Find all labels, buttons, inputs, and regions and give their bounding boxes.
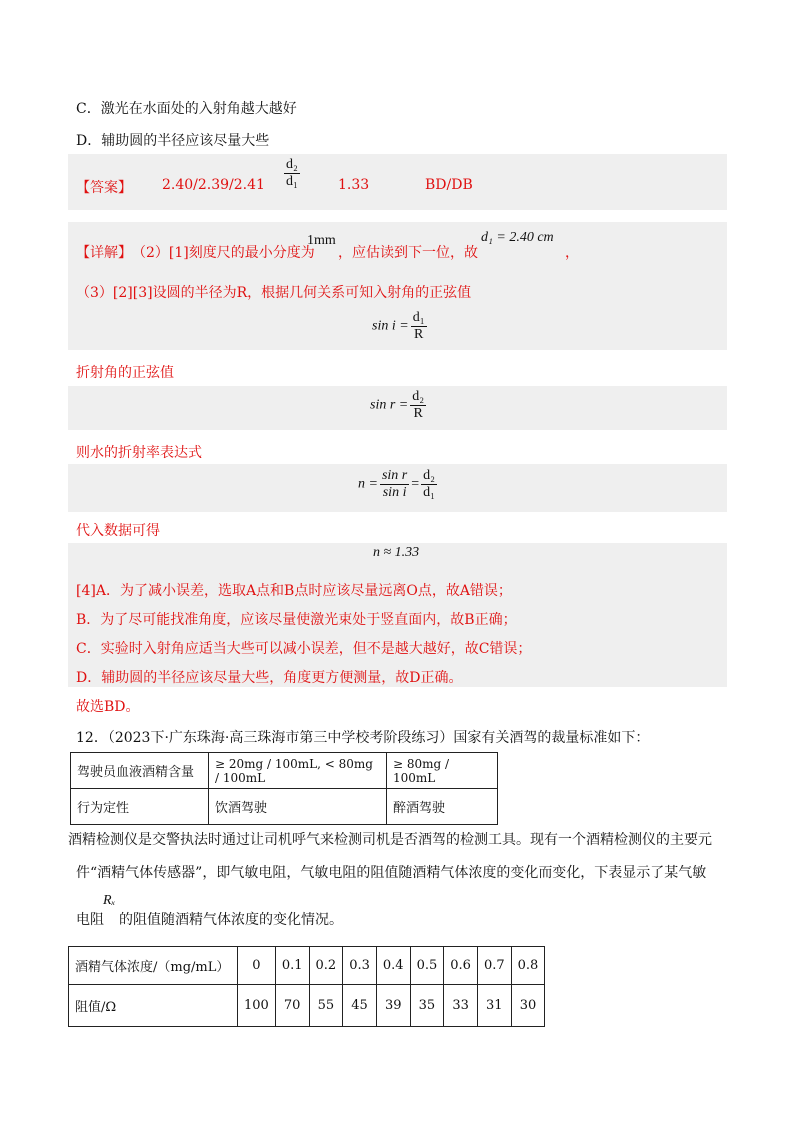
table-cell: 0 (238, 947, 276, 985)
paragraph-line-2: 件“酒精气体传感器”，即气敏电阻，气敏电阻的阻值随酒精气体浓度的变化而变化，下表显示了某气敏 (76, 865, 707, 881)
eq3-den-1: sin i (382, 485, 407, 500)
table-cell: 饮酒驾驶 (209, 789, 387, 825)
detail-line-1a: （2）[1]刻度尺的最小分度为 (132, 245, 315, 261)
option-d: D．辅助圆的半径应该尽量大些 (76, 133, 270, 149)
table-cell: 行为定性 (71, 789, 209, 825)
eq1-num: d₁ (412, 310, 425, 325)
detail-line-6: [4]A．为了减小误差，选取A点和B点时应该尽量远离O点，故A错误； (76, 583, 512, 599)
detail-line-10: 故选BD。 (76, 699, 140, 715)
table-cell: 55 (309, 985, 343, 1027)
answer-value-1: 2.40/2.39/2.41 (162, 177, 265, 193)
eq2-lhs: sin r = (370, 397, 409, 413)
answer-value-4: BD/DB (425, 177, 473, 193)
eq1-den: R (413, 327, 424, 342)
unit-1mm: 1mm (307, 233, 336, 248)
table-cell: 45 (343, 985, 377, 1027)
resistance-table (68, 946, 545, 1027)
table-cell: 醉酒驾驶 (387, 789, 498, 825)
detail-line-1e: ， (565, 245, 579, 261)
table-row (69, 985, 545, 1027)
table-cell: 驾驶员血液酒精含量 (71, 753, 209, 789)
eq1-lhs: sin i = (372, 318, 409, 334)
table-cell: 0.1 (275, 947, 309, 985)
eq3-den-2: d₁ (423, 485, 436, 500)
eq3-num-1: sin r (381, 468, 408, 483)
question-12-stem: 12．（2023下·广东珠海·高三珠海市第三中学校考阶段练习）国家有关酒驾的裁量标准如下： (76, 730, 650, 746)
table-cell: 70 (275, 985, 309, 1027)
table-cell: ≥ 20mg / 100mL, < 80mg / 100mL (209, 753, 387, 789)
answer-value-3: 1.33 (338, 177, 370, 193)
paragraph-line-3a: 电阻 (76, 912, 104, 928)
answer-fraction (282, 157, 302, 190)
table-cell: 0.3 (343, 947, 377, 985)
table-cell: 0.8 (511, 947, 545, 985)
table-cell: 酒精气体浓度/（mg/mL） (69, 947, 238, 985)
detail-line-3: 折射角的正弦值 (76, 365, 174, 381)
eq3-num-2: d₂ (423, 468, 436, 483)
drunk-driving-table (70, 752, 498, 825)
table-cell: 0.2 (309, 947, 343, 985)
detail-line-9: D．辅助圆的半径应该尽量大些，角度更方便测量，故D正确。 (76, 670, 463, 686)
equation-sin-r (370, 389, 428, 422)
table-cell: 33 (444, 985, 478, 1027)
equation-index (358, 468, 439, 501)
table-cell: ≥ 80mg / 100mL (387, 753, 498, 789)
equation-sin-i (372, 310, 429, 343)
answer-frac-den: d₁ (286, 174, 298, 189)
detail-line-2: （3）[2][3]设圆的半径为R，根据几何关系可知入射角的正弦值 (76, 285, 472, 301)
table-cell: 0.5 (410, 947, 444, 985)
detail-line-7: B．为了尽可能找准角度，应该尽量使激光束处于竖直面内，故B正确； (76, 612, 517, 628)
table-cell: 35 (410, 985, 444, 1027)
d1-value: d₁ = 2.40 cm (481, 230, 554, 245)
table-cell: 100 (238, 985, 276, 1027)
answer-tag: 【答案】 (76, 180, 132, 196)
table-row (71, 753, 498, 789)
option-c: C．激光在水面处的入射角越大越好 (76, 101, 297, 117)
table-cell: 31 (477, 985, 511, 1027)
detail-line-5: 代入数据可得 (76, 523, 160, 539)
detail-line-8: C．实验时入射角应适当大些可以减小误差，但不是越大越好，故C错误； (76, 641, 532, 657)
table-cell: 0.6 (444, 947, 478, 985)
table-cell: 0.4 (376, 947, 410, 985)
equation-result: n ≈ 1.33 (373, 545, 420, 560)
table-cell: 39 (376, 985, 410, 1027)
detail-line-1c: ，应估读到下一位，故 (338, 245, 478, 261)
eq2-den: R (413, 406, 423, 421)
answer-frac-num: d₂ (286, 157, 298, 172)
rx-symbol: Rₓ (103, 893, 116, 908)
eq3-equals: = (411, 476, 420, 492)
table-row (69, 947, 545, 985)
table-cell: 30 (511, 985, 545, 1027)
table-cell: 阻值/Ω (69, 985, 238, 1027)
eq3-lhs: n = (358, 476, 378, 492)
paragraph-line-3b: 的阻值随酒精气体浓度的变化情况。 (119, 912, 343, 928)
eq2-num: d₂ (412, 389, 425, 404)
paragraph-line-1: 酒精检测仪是交警执法时通过让司机呼气来检测司机是否酒驾的检测工具。现有一个酒精检测仪的主要元 (68, 832, 712, 848)
table-cell: 0.7 (477, 947, 511, 985)
detail-tag: 【详解】 (76, 245, 132, 261)
detail-line-4: 则水的折射率表达式 (76, 445, 202, 461)
table-row (71, 789, 498, 825)
